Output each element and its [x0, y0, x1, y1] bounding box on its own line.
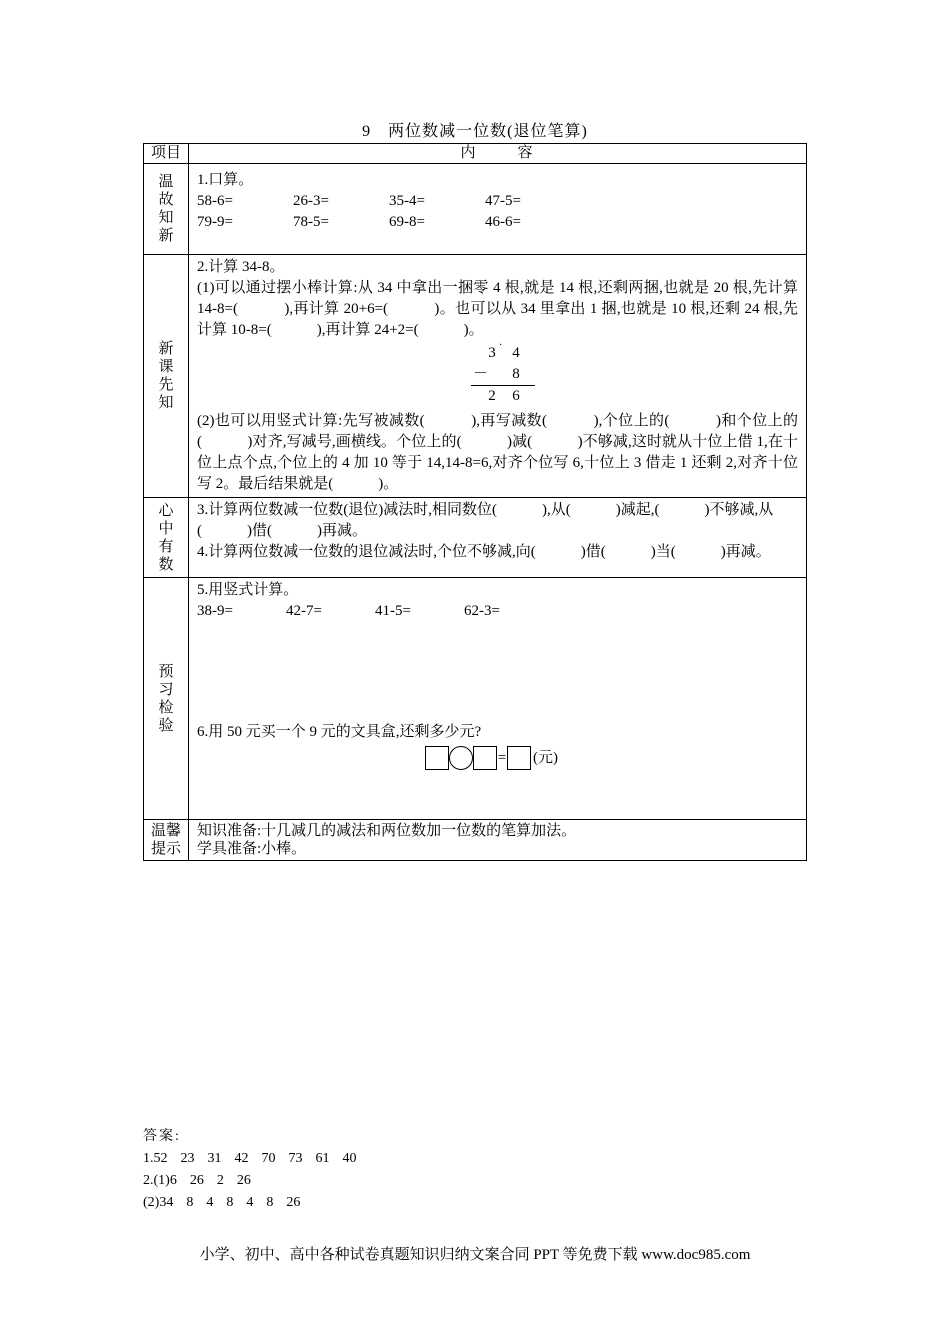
- unit-label: (元): [533, 749, 558, 766]
- vcalc-result-ones: 6: [512, 388, 520, 404]
- vcalc-minus: －: [473, 366, 489, 382]
- header-item-cell: 项目: [144, 144, 189, 164]
- header-content-b: 容: [517, 145, 535, 161]
- study-table: [143, 143, 807, 861]
- vcalc-borrow-dot: ·: [499, 340, 503, 351]
- vcalc-top-tens: 3: [488, 345, 496, 361]
- header-content-a: 内: [460, 145, 478, 161]
- tip-tools: 学具准备:小棒。: [197, 841, 307, 857]
- vcalc-top-ones: 4: [512, 345, 520, 361]
- q2-part1: (1)可以通过摆小棒计算:从 34 中拿出一捆零 4 根,就是 14 根,还剩两捆,也就是 20 根,先计算 14-8=( ),再计算 20+6=( )。也可以从 34 里拿出 1 捆,也就是 10 根,还剩 24 根,先计算 10-8=( ),再计算 24+2=( )。: [197, 280, 798, 338]
- section-tips-row: [144, 820, 807, 861]
- q4-text: 4.计算两位数减一位数的退位减法时,个位不够减,向( )借( )当( )再减。: [197, 544, 771, 560]
- q1-row-2: 79-9= 78-5= 69-8= 46-6=: [197, 214, 521, 230]
- vcalc-subtrahend: 8: [512, 366, 520, 382]
- section-summary-label: 心 中 有 数: [144, 498, 189, 578]
- q2-part2: (2)也可以用竖式计算:先写被减数( ),再写减数( ),个位上的( )和个位上的( )对齐,写减号,画横线。个位上的( )减( )不够减,这时就从十位上借 1,在十位上点个点,个位上的 4 加 10 等于 14,14-8=6,对齐个位写 6,十位上 3 借走 1 还剩 2,对齐十位写 2。最后结果就是( )。: [197, 413, 798, 492]
- section-preview-label: 预 习 检 验: [144, 578, 189, 820]
- q6-answer-boxes: [425, 745, 798, 771]
- answers-line-1: 1.52 23 31 42 70 73 61 40: [143, 1151, 357, 1166]
- footer-text: 小学、初中、高中各种试卷真题知识归纳文案合同 PPT 等免费下载 www.doc985.com: [199, 1247, 751, 1263]
- q3-text: 3.计算两位数减一位数(退位)减法时,相同数位( ),从( )减起,( )不够减,从( )借( )再减。: [197, 502, 774, 539]
- q5-row: 38-9= 42-7= 41-5= 62-3=: [197, 603, 500, 619]
- section-tips-label: 温馨 提示: [144, 820, 189, 861]
- answers-line-3: (2)34 8 4 8 4 8 26: [143, 1195, 301, 1210]
- answer-box-1[interactable]: [425, 746, 449, 770]
- operator-circle[interactable]: [449, 746, 473, 770]
- tip-knowledge: 知识准备:十几减几的减法和两位数加一位数的笔算加法。: [197, 823, 577, 839]
- table-header-row: [144, 144, 807, 164]
- answers-heading: 答案:: [143, 1129, 181, 1144]
- section-summary-row: [144, 498, 807, 578]
- answer-box-2[interactable]: [473, 746, 497, 770]
- section-review-content: [189, 164, 807, 255]
- q1-title: 1.口算。: [197, 172, 254, 188]
- q5-title: 5.用竖式计算。: [197, 582, 299, 598]
- section-preview-content: [189, 578, 807, 820]
- q2-title: 2.计算 34-8。: [197, 259, 285, 275]
- section-preview-row: [144, 578, 807, 820]
- section-new-lesson-content: [189, 255, 807, 498]
- q6-text: 6.用 50 元买一个 9 元的文具盒,还剩多少元?: [197, 724, 482, 740]
- section-summary-content: [189, 498, 807, 578]
- header-content-cell: [189, 144, 807, 164]
- section-new-lesson-label: 新 课 先 知: [144, 255, 189, 498]
- page-title: 9 两位数减一位数(退位笔算): [362, 123, 588, 140]
- answer-box-3[interactable]: [507, 746, 531, 770]
- section-review-label: 温 故 知 新: [144, 164, 189, 255]
- section-new-lesson-row: [144, 255, 807, 498]
- vcalc-result-tens: 2: [488, 388, 496, 404]
- answers-line-2: 2.(1)6 26 2 26: [143, 1173, 251, 1188]
- q1-row-1: 58-6= 26-3= 35-4= 47-5=: [197, 193, 521, 209]
- section-tips-content: [189, 820, 807, 861]
- equals-sign: =: [497, 749, 507, 766]
- answers-block: [143, 1126, 370, 1214]
- vertical-calculation: [471, 340, 535, 407]
- section-review-row: [144, 164, 807, 255]
